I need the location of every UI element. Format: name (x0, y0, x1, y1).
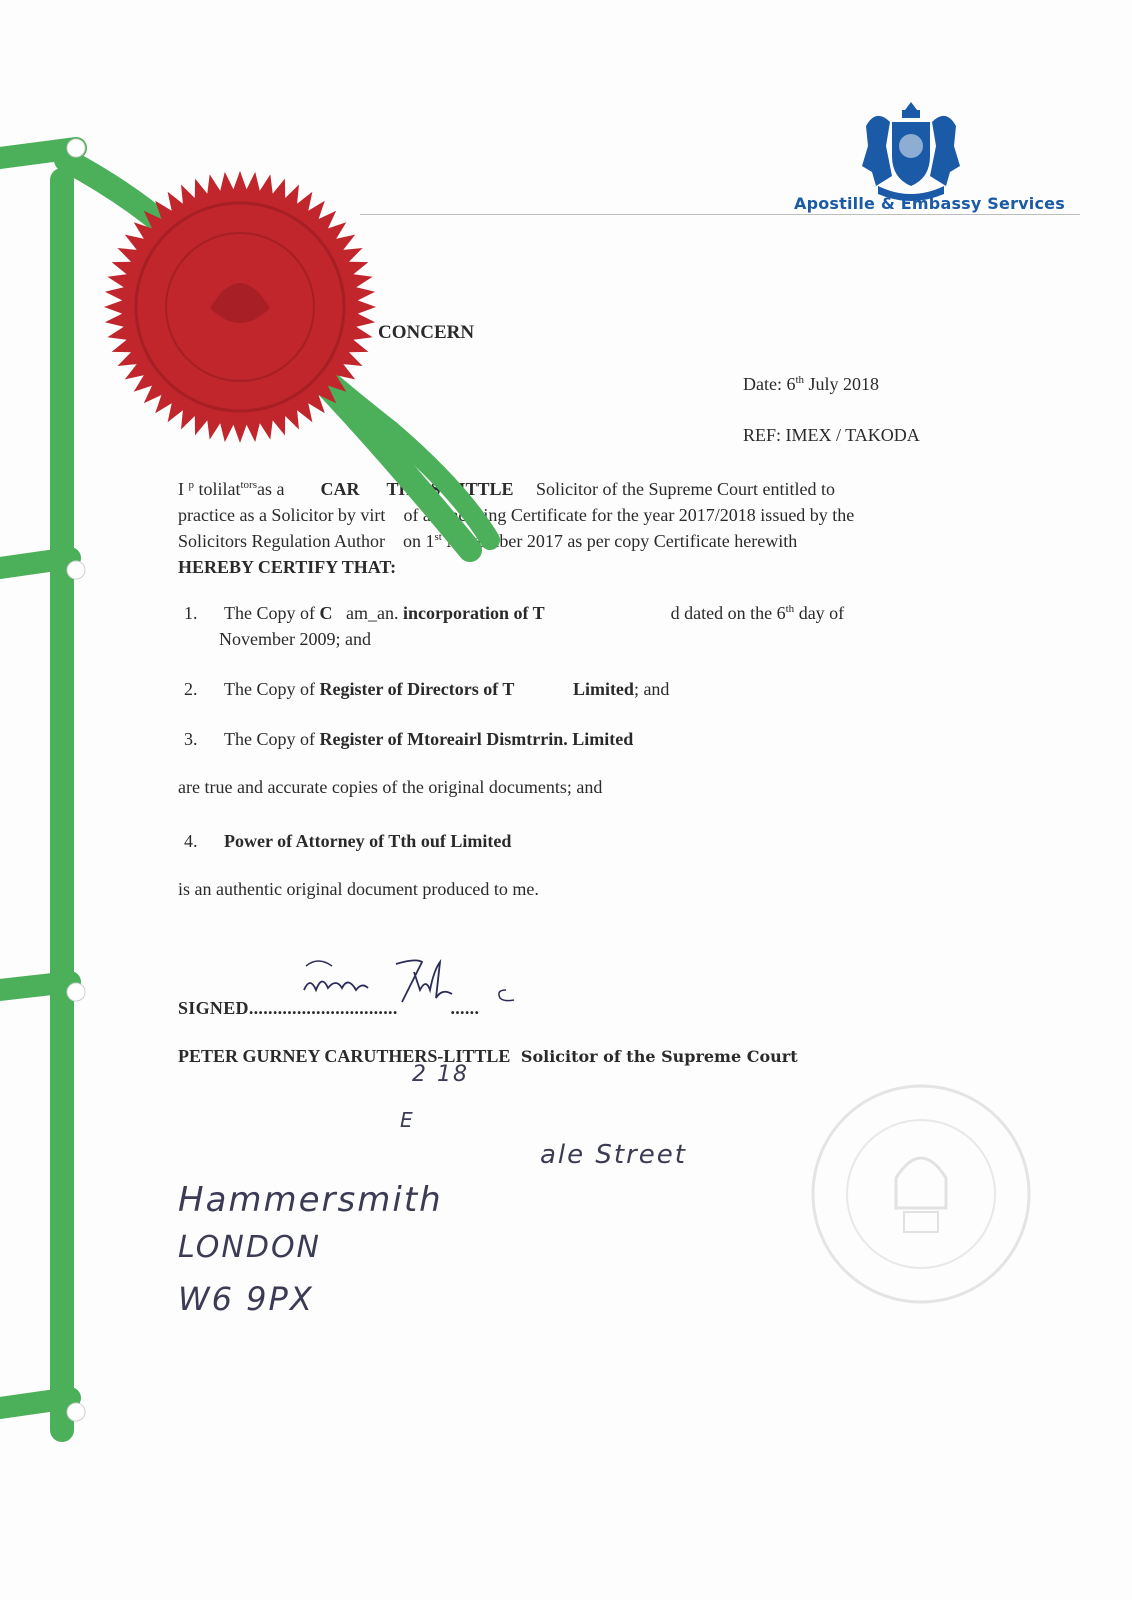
crest-logo-icon (852, 96, 970, 204)
handwritten-date: 2 18 (412, 1062, 469, 1087)
list-item: 3. The Copy of Register of Mtoreairl Dismtrrin. Limited (184, 729, 634, 749)
list-item: 4. Power of Attorney of Tth ouf Limited (184, 831, 512, 851)
signer-line: PETER GURNEY CARUTHERS-LITTLE Solicitor of the Supreme Court (178, 1046, 798, 1066)
handwritten-city: LONDON (178, 1230, 322, 1265)
logo-label: Apostille & Embassy Services (794, 194, 1065, 213)
note-text: are true and accurate copies of the original documents; and (178, 777, 603, 797)
signed-line: SIGNED............................... ...... (178, 998, 480, 1018)
intro-line-1: I $^p$ tolilat$^{tors}$as a CAR TH S-LITTLE Solicitor of the Supreme Court entitled to (178, 479, 835, 499)
intro-line-4: HEREBY CERTIFY THAT: (178, 557, 397, 577)
handwritten-line: E (400, 1108, 415, 1132)
list-item: 2. The Copy of Register of Directors of T Limited; and (184, 679, 670, 699)
intro-line-2: practice as a Solicitor by virt of a ractising Certificate for the year 2017/2018 issued by the (178, 505, 855, 525)
handwritten-district: Hammersmith (178, 1180, 443, 1220)
handwritten-street: ale Street (540, 1140, 687, 1170)
embossed-stamp-icon (808, 1078, 1034, 1310)
handwritten-postcode: W6 9PX (178, 1280, 314, 1318)
document-date: Date: 6th July 2018 (743, 374, 880, 394)
intro-line-3: Solicitors Regulation Author on 1st November 2017 as per copy Certificate herewith (178, 531, 798, 551)
list-item: 1. The Copy of C am_an. incorporation of T d dated on the 6th day of November 2009; and (184, 603, 845, 649)
document-reference: REF: IMEX / TAKODA (743, 425, 920, 445)
red-wax-seal-icon (100, 168, 380, 446)
note-text: is an authentic original document produced to me. (178, 879, 539, 899)
document-heading: CONCERN (378, 322, 475, 343)
